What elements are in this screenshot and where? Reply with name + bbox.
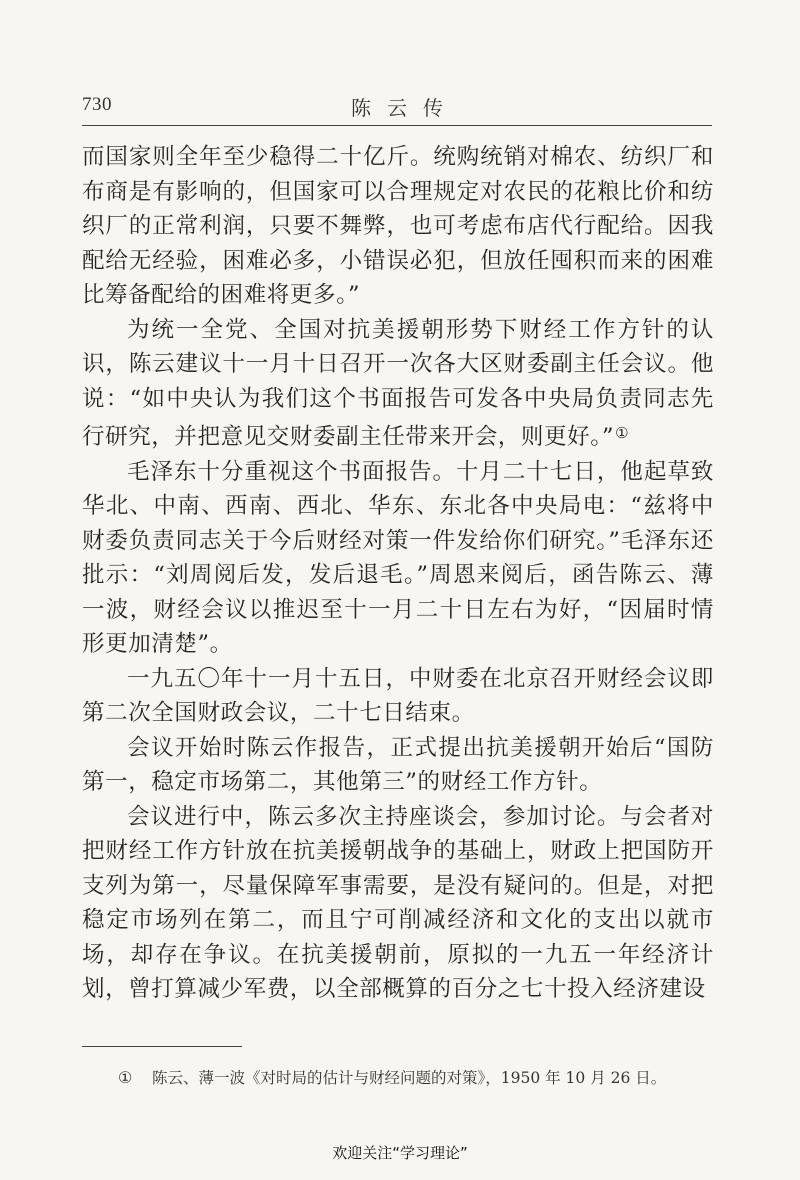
- running-title: 陈云传: [351, 96, 459, 120]
- page-number: 730: [82, 94, 112, 115]
- footnote-number: ①: [118, 1068, 133, 1087]
- paragraph: 会议开始时陈云作报告，正式提出抗美援朝开始后“国防第一，稳定市场第二，其他第三”的财经工作方针。: [82, 734, 714, 795]
- footnote: [118, 1066, 718, 1088]
- watermark-caption: 欢迎关注“学习理论”: [332, 1144, 468, 1162]
- paragraph: 一九五〇年十一月十五日，中财委在北京召开财经会议即第二次全国财政会议，二十七日结束。: [82, 665, 714, 726]
- body-text: [82, 140, 714, 1007]
- paragraph: [82, 313, 714, 455]
- header-rule: [82, 125, 712, 126]
- paragraph-continued: 而国家则全年至少稳得二十亿斤。统购统销对棉农、纺织厂和布商是有影响的，但国家可以合理规定对农民的花粮比价和纺织厂的正常利润，只要不舞弊，也可考虑布店代行配给。因我配给无经验，困难必多，小错误必犯，但放任囤积而来的困难比筹备配给的困难将更多。”: [82, 144, 714, 308]
- paragraph-text: 为统一全党、全国对抗美援朝形势下财经工作方针的认识，陈云建议十一月十日召开一次各大区财委副主任会议。他说：“如中央认为我们这个书面报告可发各中央局负责同志先行研究，并把意见交财委副主任带来开会，则更好。”: [82, 316, 714, 450]
- footnote-text: 陈云、薄一波《对时局的估计与财经问题的对策》，1950 年 10 月 26 日。: [152, 1069, 667, 1087]
- page-header: [82, 90, 712, 130]
- paragraph: 会议进行中，陈云多次主持座谈会，参加讨论。与会者对把财经工作方针放在抗美援朝战争的基础上，财政上把国防开支列为第一，尽量保障军事需要，是没有疑问的。但是，对把稳定市场列在第二，而且宁可削减经济和文化的支出以就市场，却存在争议。在抗美援朝前，原拟的一九五一年经济计划，曾打算减少军费，以全部概算的百分之七十投入经济建设: [82, 803, 714, 1002]
- footnote-reference[interactable]: ①: [615, 424, 630, 442]
- footnote-rule: [82, 1046, 242, 1047]
- paragraph: 毛泽东十分重视这个书面报告。十月二十七日，他起草致华北、中南、西南、西北、华东、东北各中央局电：“兹将中财委负责同志关于今后财经对策一件发给你们研究。”毛泽东还批示：“刘周阅后发，发后退毛。”周恩来阅后，函告陈云、薄一波，财经会议以推迟至十一月二十日左右为好，“因届时情形更加清楚”。: [82, 458, 714, 657]
